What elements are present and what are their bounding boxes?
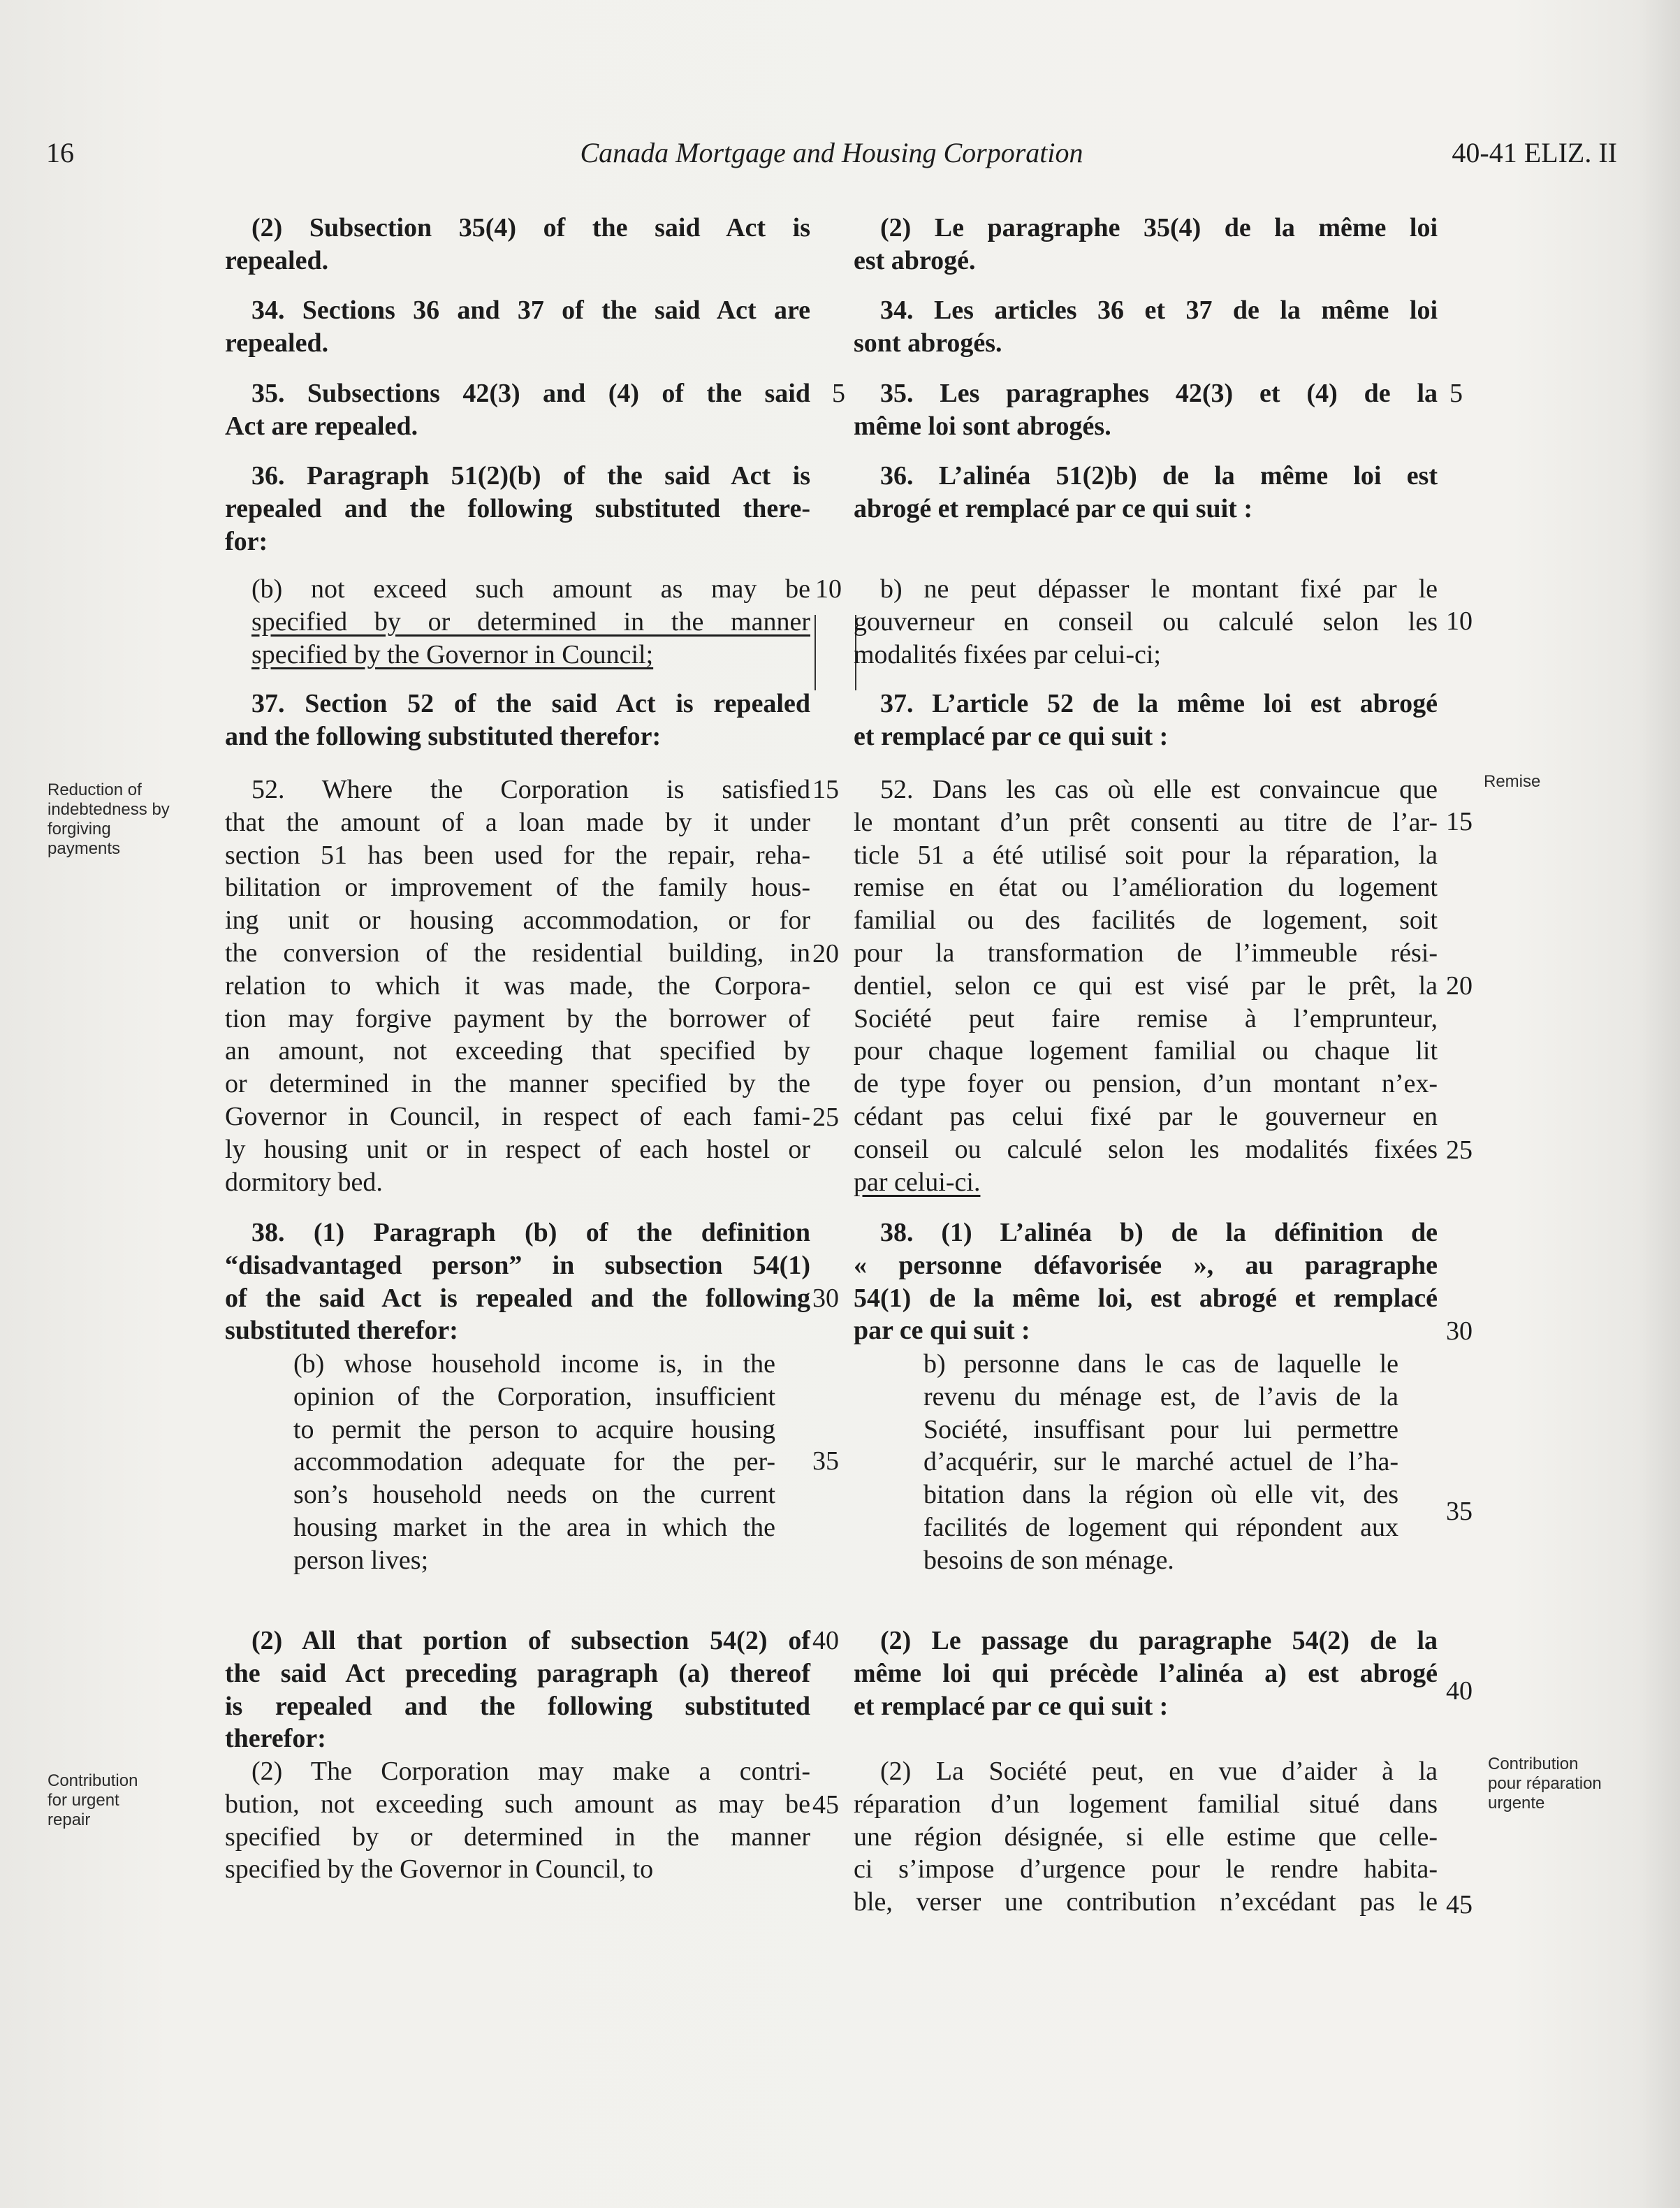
line-number: 5 — [832, 379, 845, 408]
french-section-38-1 — [854, 1216, 1438, 1347]
text-line: gouverneur en conseil ou calculé selon les — [854, 607, 1438, 637]
text-line: 52. Where the Corporation is satisfied — [251, 775, 810, 804]
text-line: ci s’impose d’urgence pour le rendre habita- — [854, 1854, 1438, 1884]
text-line: est abrogé. — [854, 245, 976, 275]
text-line: (2) Le passage du paragraphe 54(2) de la — [880, 1626, 1438, 1655]
text-line: bilitation or improvement of the family hous- — [225, 873, 810, 903]
text-line: for: — [225, 526, 268, 556]
text-line: réparation d’un logement familial situé dans — [854, 1789, 1438, 1819]
margin-note-line: payments — [48, 839, 121, 858]
text-line: tion may forgive payment by the borrower of — [225, 1003, 810, 1033]
text-line: familial ou des facilités de logement, soit — [854, 906, 1438, 936]
text-line: remise en état ou l’amélioration du logement — [854, 873, 1438, 903]
text-line: repealed and the following substituted there- — [225, 493, 810, 523]
text-line: d’acquérir, sur le marché actuel de l’ha- — [923, 1447, 1398, 1477]
text-line: specified by or determined in the manner — [251, 607, 810, 637]
text-line: (2) All that portion of subsection 54(2) of — [251, 1626, 810, 1655]
text-line: that the amount of a loan made by it under — [225, 807, 810, 837]
line-number: 35 — [812, 1446, 839, 1476]
text-line: (2) Subsection 35(4) of the said Act is — [251, 213, 810, 242]
text-line: pour la transformation de l’immeuble rési- — [854, 938, 1438, 968]
text-line: ly housing unit or in respect of each hostel or — [225, 1134, 810, 1164]
text-line: bution, not exceeding such amount as may be — [225, 1789, 810, 1819]
french-section-37 — [854, 688, 1438, 753]
line-number: 20 — [812, 939, 839, 968]
text-line: modalités fixées par celui-ci; — [854, 639, 1161, 669]
text-line: dentiel, selon ce qui est visé par le prêt, la — [854, 971, 1438, 1001]
margin-note-contribution-fr — [1488, 1755, 1602, 1813]
text-line: ing unit or housing accommodation, or for — [225, 906, 810, 936]
text-line: or determined in the manner specified by the — [225, 1069, 810, 1099]
french-paragraph-b — [854, 573, 1438, 671]
text-line: Société peut faire remise à l’emprunteur, — [854, 1003, 1438, 1033]
french-section-35 — [854, 377, 1438, 443]
french-section-52 — [854, 773, 1438, 1198]
text-line: relation to which it was made, the Corpora- — [225, 971, 810, 1001]
running-title: Canada Mortgage and Housing Corporation — [580, 137, 1083, 168]
text-line: ticle 51 a été utilisé soit pour la réparation, la — [854, 840, 1438, 870]
text-line: abrogé et remplacé par ce qui suit : — [854, 493, 1252, 523]
text-line: repealed. — [225, 328, 329, 358]
english-section-52 — [225, 773, 810, 1198]
line-number: 5 — [1449, 379, 1463, 408]
text-line: accommodation adequate for the per- — [293, 1447, 775, 1477]
line-number: 40 — [1446, 1676, 1473, 1706]
text-line: bitation dans la région où elle vit, des — [923, 1480, 1398, 1510]
text-line: « personne défavorisée », au paragraphe — [854, 1250, 1438, 1280]
text-line: therefor: — [225, 1724, 326, 1754]
margin-note-line: repair — [48, 1810, 91, 1829]
margin-note-line: Remise — [1484, 772, 1541, 791]
text-line: pour chaque logement familial ou chaque lit — [854, 1036, 1438, 1066]
text-line: an amount, not exceeding that specified by — [225, 1036, 810, 1066]
text-line: cédant pas celui fixé par le gouverneur en — [854, 1101, 1438, 1131]
text-line: sont abrogés. — [854, 328, 1002, 358]
english-section-36 — [225, 460, 810, 558]
text-line: une région désignée, si elle estime que celle- — [854, 1822, 1438, 1852]
english-section-38-1 — [225, 1216, 810, 1347]
english-section-34 — [225, 294, 810, 360]
text-line: 34. Sections 36 and 37 of the said Act are — [251, 296, 810, 325]
french-section-36 — [854, 460, 1438, 525]
text-line: (b) whose household income is, in the — [293, 1349, 775, 1379]
line-number: 15 — [1446, 807, 1473, 836]
text-line: 54(1) de la même loi, est abrogé et remplacé — [854, 1283, 1438, 1313]
text-line: par celui-ci. — [854, 1167, 981, 1197]
text-line: (2) The Corporation may make a contri- — [251, 1757, 810, 1786]
text-line: 35. Les paragraphes 42(3) et (4) de la — [880, 379, 1438, 408]
line-number: 45 — [1446, 1890, 1473, 1919]
text-line: the conversion of the residential building, in — [225, 938, 810, 968]
margin-note-line: for urgent — [48, 1791, 119, 1810]
french-subsection-54-2 — [854, 1755, 1438, 1919]
english-section-37 — [225, 688, 810, 753]
line-number: 45 — [812, 1790, 839, 1820]
text-line: 37. L’article 52 de la même loi est abrogé — [880, 689, 1438, 718]
margin-note-line: indebtedness by — [48, 800, 170, 819]
page-number: 16 — [46, 137, 74, 168]
margin-note-line: pour réparation — [1488, 1774, 1602, 1793]
line-number: 25 — [812, 1103, 839, 1132]
margin-note-line: Reduction of — [48, 780, 142, 799]
line-number: 35 — [1446, 1497, 1473, 1526]
text-line: 52. Dans les cas où elle est convaincue que — [880, 775, 1438, 804]
french-paragraph-b-definition — [923, 1348, 1398, 1577]
revision-bar — [815, 615, 816, 690]
text-line: specified by or determined in the manner — [225, 1822, 810, 1852]
text-line: the said Act preceding paragraph (a) thereof — [225, 1658, 810, 1688]
text-line: 37. Section 52 of the said Act is repealed — [251, 689, 810, 718]
english-section-35 — [225, 377, 810, 443]
french-provision-35-4 — [854, 212, 1438, 277]
text-line: specified by the Governor in Council, to — [225, 1854, 654, 1884]
text-line: de type foyer ou pension, d’un montant n’ex- — [854, 1069, 1438, 1099]
text-line: 38. (1) Paragraph (b) of the definition — [251, 1218, 810, 1247]
page-edge-shadow — [1638, 0, 1680, 2208]
text-line: et remplacé par ce qui suit : — [854, 721, 1169, 751]
text-line: repealed. — [225, 245, 329, 275]
french-section-34 — [854, 294, 1438, 360]
line-number: 20 — [1446, 971, 1473, 1001]
text-line: besoins de son ménage. — [923, 1545, 1174, 1575]
text-line: specified by the Governor in Council; — [251, 639, 654, 669]
text-line: Société, insuffisant pour lui permettre — [923, 1414, 1398, 1444]
english-paragraph-b — [225, 573, 810, 671]
margin-note-reduction — [48, 780, 170, 859]
text-line: par ce qui suit : — [854, 1316, 1030, 1346]
text-line: (2) Le paragraphe 35(4) de la même loi — [880, 213, 1438, 242]
text-line: b) personne dans le cas de laquelle le — [923, 1349, 1398, 1379]
text-line: Act are repealed. — [225, 411, 418, 441]
english-subsection-54-2 — [225, 1755, 810, 1886]
text-line: “disadvantaged person” in subsection 54(1) — [225, 1250, 810, 1280]
english-provision-35-4 — [225, 212, 810, 277]
text-line: to permit the person to acquire housing — [293, 1414, 775, 1444]
text-line: même loi sont abrogés. — [854, 411, 1111, 441]
line-number: 30 — [1446, 1316, 1473, 1346]
text-line: même loi qui précède l’alinéa a) est abrogé — [854, 1658, 1438, 1688]
volume-label: 40-41 ELIZ. II — [1452, 137, 1617, 168]
text-line: of the said Act is repealed and the following — [225, 1283, 810, 1313]
margin-note-line: Contribution — [1488, 1755, 1579, 1773]
text-line: opinion of the Corporation, insufficient — [293, 1381, 775, 1411]
text-line: 35. Subsections 42(3) and (4) of the said — [251, 379, 810, 408]
text-line: b) ne peut dépasser le montant fixé par le — [880, 574, 1438, 604]
text-line: 36. Paragraph 51(2)(b) of the said Act is — [251, 461, 810, 491]
text-line: housing market in the area in which the — [293, 1512, 775, 1542]
text-line: Governor in Council, in respect of each fami- — [225, 1101, 810, 1131]
text-line: et remplacé par ce qui suit : — [854, 1691, 1169, 1721]
text-line: revenu du ménage est, de l’avis de la — [923, 1381, 1398, 1411]
english-section-38-2 — [225, 1625, 810, 1755]
text-line: le montant d’un prêt consenti au titre de l’ar- — [854, 807, 1438, 837]
line-number: 30 — [812, 1284, 839, 1313]
line-number: 10 — [815, 574, 842, 604]
margin-note-line: forgiving — [48, 820, 111, 838]
text-line: and the following substituted therefor: — [225, 721, 662, 751]
text-line: ble, verser une contribution n’excédant pas le — [854, 1887, 1438, 1917]
text-line: 36. L’alinéa 51(2)b) de la même loi est — [880, 461, 1438, 491]
text-line: person lives; — [293, 1545, 429, 1575]
text-line: 38. (1) L’alinéa b) de la définition de — [880, 1218, 1438, 1247]
line-number: 25 — [1446, 1135, 1473, 1165]
text-line: is repealed and the following substituted — [225, 1691, 810, 1721]
text-line: substituted therefor: — [225, 1316, 458, 1346]
text-line: (2) La Société peut, en vue d’aider à la — [880, 1757, 1438, 1786]
line-number: 15 — [812, 775, 839, 804]
margin-note-line: Contribution — [48, 1771, 138, 1790]
text-line: facilités de logement qui répondent aux — [923, 1512, 1398, 1542]
running-header — [46, 136, 1617, 178]
text-line: section 51 has been used for the repair, reha- — [225, 840, 810, 870]
french-section-38-2 — [854, 1625, 1438, 1722]
margin-note-line: urgente — [1488, 1794, 1545, 1813]
margin-note-contribution-en — [48, 1771, 138, 1830]
line-number: 40 — [812, 1626, 839, 1655]
text-line: (b) not exceed such amount as may be — [251, 574, 810, 604]
text-line: conseil ou calculé selon les modalités fixées — [854, 1134, 1438, 1164]
text-line: son’s household needs on the current — [293, 1480, 775, 1510]
text-line: 34. Les articles 36 et 37 de la même loi — [880, 296, 1438, 325]
english-paragraph-b-definition — [293, 1348, 775, 1577]
text-line: dormitory bed. — [225, 1167, 383, 1197]
line-number: 10 — [1446, 607, 1473, 636]
margin-note-remise — [1484, 772, 1540, 792]
